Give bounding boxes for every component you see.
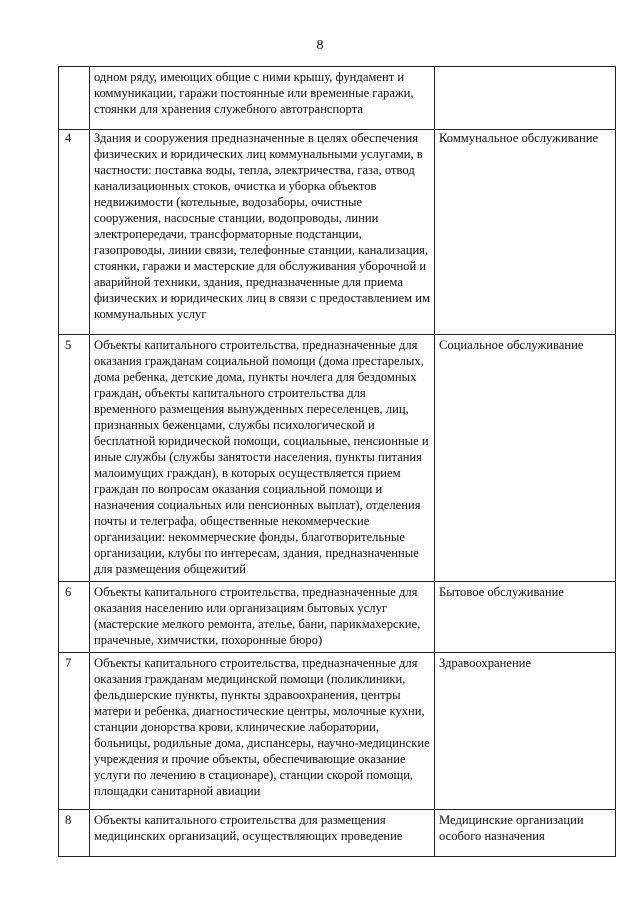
row-use-name: Здравоохранение [435, 653, 616, 810]
row-use-name [435, 67, 616, 130]
row-number: 5 [59, 335, 90, 582]
table-row [59, 335, 616, 582]
row-number [59, 67, 90, 130]
table-row [59, 810, 616, 857]
row-use-name: Медицинские организации особого назначения [435, 810, 616, 857]
table-row [59, 653, 616, 810]
row-use-name: Коммунальное обслуживание [435, 130, 616, 335]
row-description: одном ряду, имеющих общие с ними крышу, фундамент и коммуникации, гаражи постоянные или временные гаражи, стоянки для хранения служебного автотранспорта [90, 67, 435, 130]
row-description: Объекты капитального строительства, предназначенные для оказания населению или организациям бытовых услуг (мастерские мелкого ремонта, ателье, бани, парикмахерские, прачечные, химчистки, похоронные бюро) [90, 582, 435, 653]
table-row [59, 582, 616, 653]
page-number: 8 [316, 38, 324, 53]
row-description: Объекты капитального строительства, предназначенные для оказания гражданам медицинской помощи (поликлиники, фельдшерские пункты, пункты здравоохранения, центры матери и ребенка, диагностические центры, молочные кухни, станции донорства крови, клинические лаборатории, больницы, родильные дома, диспансеры, научно-медицинские учреждения и прочие объекты, обеспечивающие оказание услуги по лечению в стационаре), станции скорой помощи, площадки санитарной авиации [90, 653, 435, 810]
land-use-table [58, 66, 616, 857]
row-use-name: Социальное обслуживание [435, 335, 616, 582]
row-description: Объекты капитального строительства для размещения медицинских организаций, осуществляющих проведение [90, 810, 435, 857]
row-description: Здания и сооружения предназначенные в целях обеспечения физических и юридических лиц коммунальными услугами, в частности: поставка воды, тепла, электричества, газа, отвод канализационных стоков, очистка и уборка объектов недвижимости (котельные, водозаборы, очистные сооружения, насосные станции, водопроводы, линии электропередачи, трансформаторные подстанции, газопроводы, линии связи, телефонные станции, канализация, стоянки, гаражи и мастерские для обслуживания уборочной и аварийной техники, здания, предназначенные для приема физических и юридических лиц в связи с предоставлением им коммунальных услуг [90, 130, 435, 335]
row-description: Объекты капитального строительства, предназначенные для оказания гражданам социальной помощи (дома престарелых, дома ребенка, детские дома, пункты ночлега для бездомных граждан, объекты капитального строительства для временного размещения вынужденных переселенцев, лиц, признанных беженцами, службы психологической и бесплатной юридической помощи, социальные, пенсионные и иные службы (службы занятости населения, пункты питания малоимущих граждан), в которых осуществляется прием граждан по вопросам оказания социальной помощи и назначения социальных или пенсионных выплат), отделения почты и телеграфа, общественные некоммерческие организации: некоммерческие фонды, благотворительные организации, клубы по интересам, здания, предназначенные для размещения общежитий [90, 335, 435, 582]
row-use-name: Бытовое обслуживание [435, 582, 616, 653]
row-number: 4 [59, 130, 90, 335]
table-row [59, 67, 616, 130]
row-number: 6 [59, 582, 90, 653]
row-number: 7 [59, 653, 90, 810]
table-row [59, 130, 616, 335]
row-number: 8 [59, 810, 90, 857]
